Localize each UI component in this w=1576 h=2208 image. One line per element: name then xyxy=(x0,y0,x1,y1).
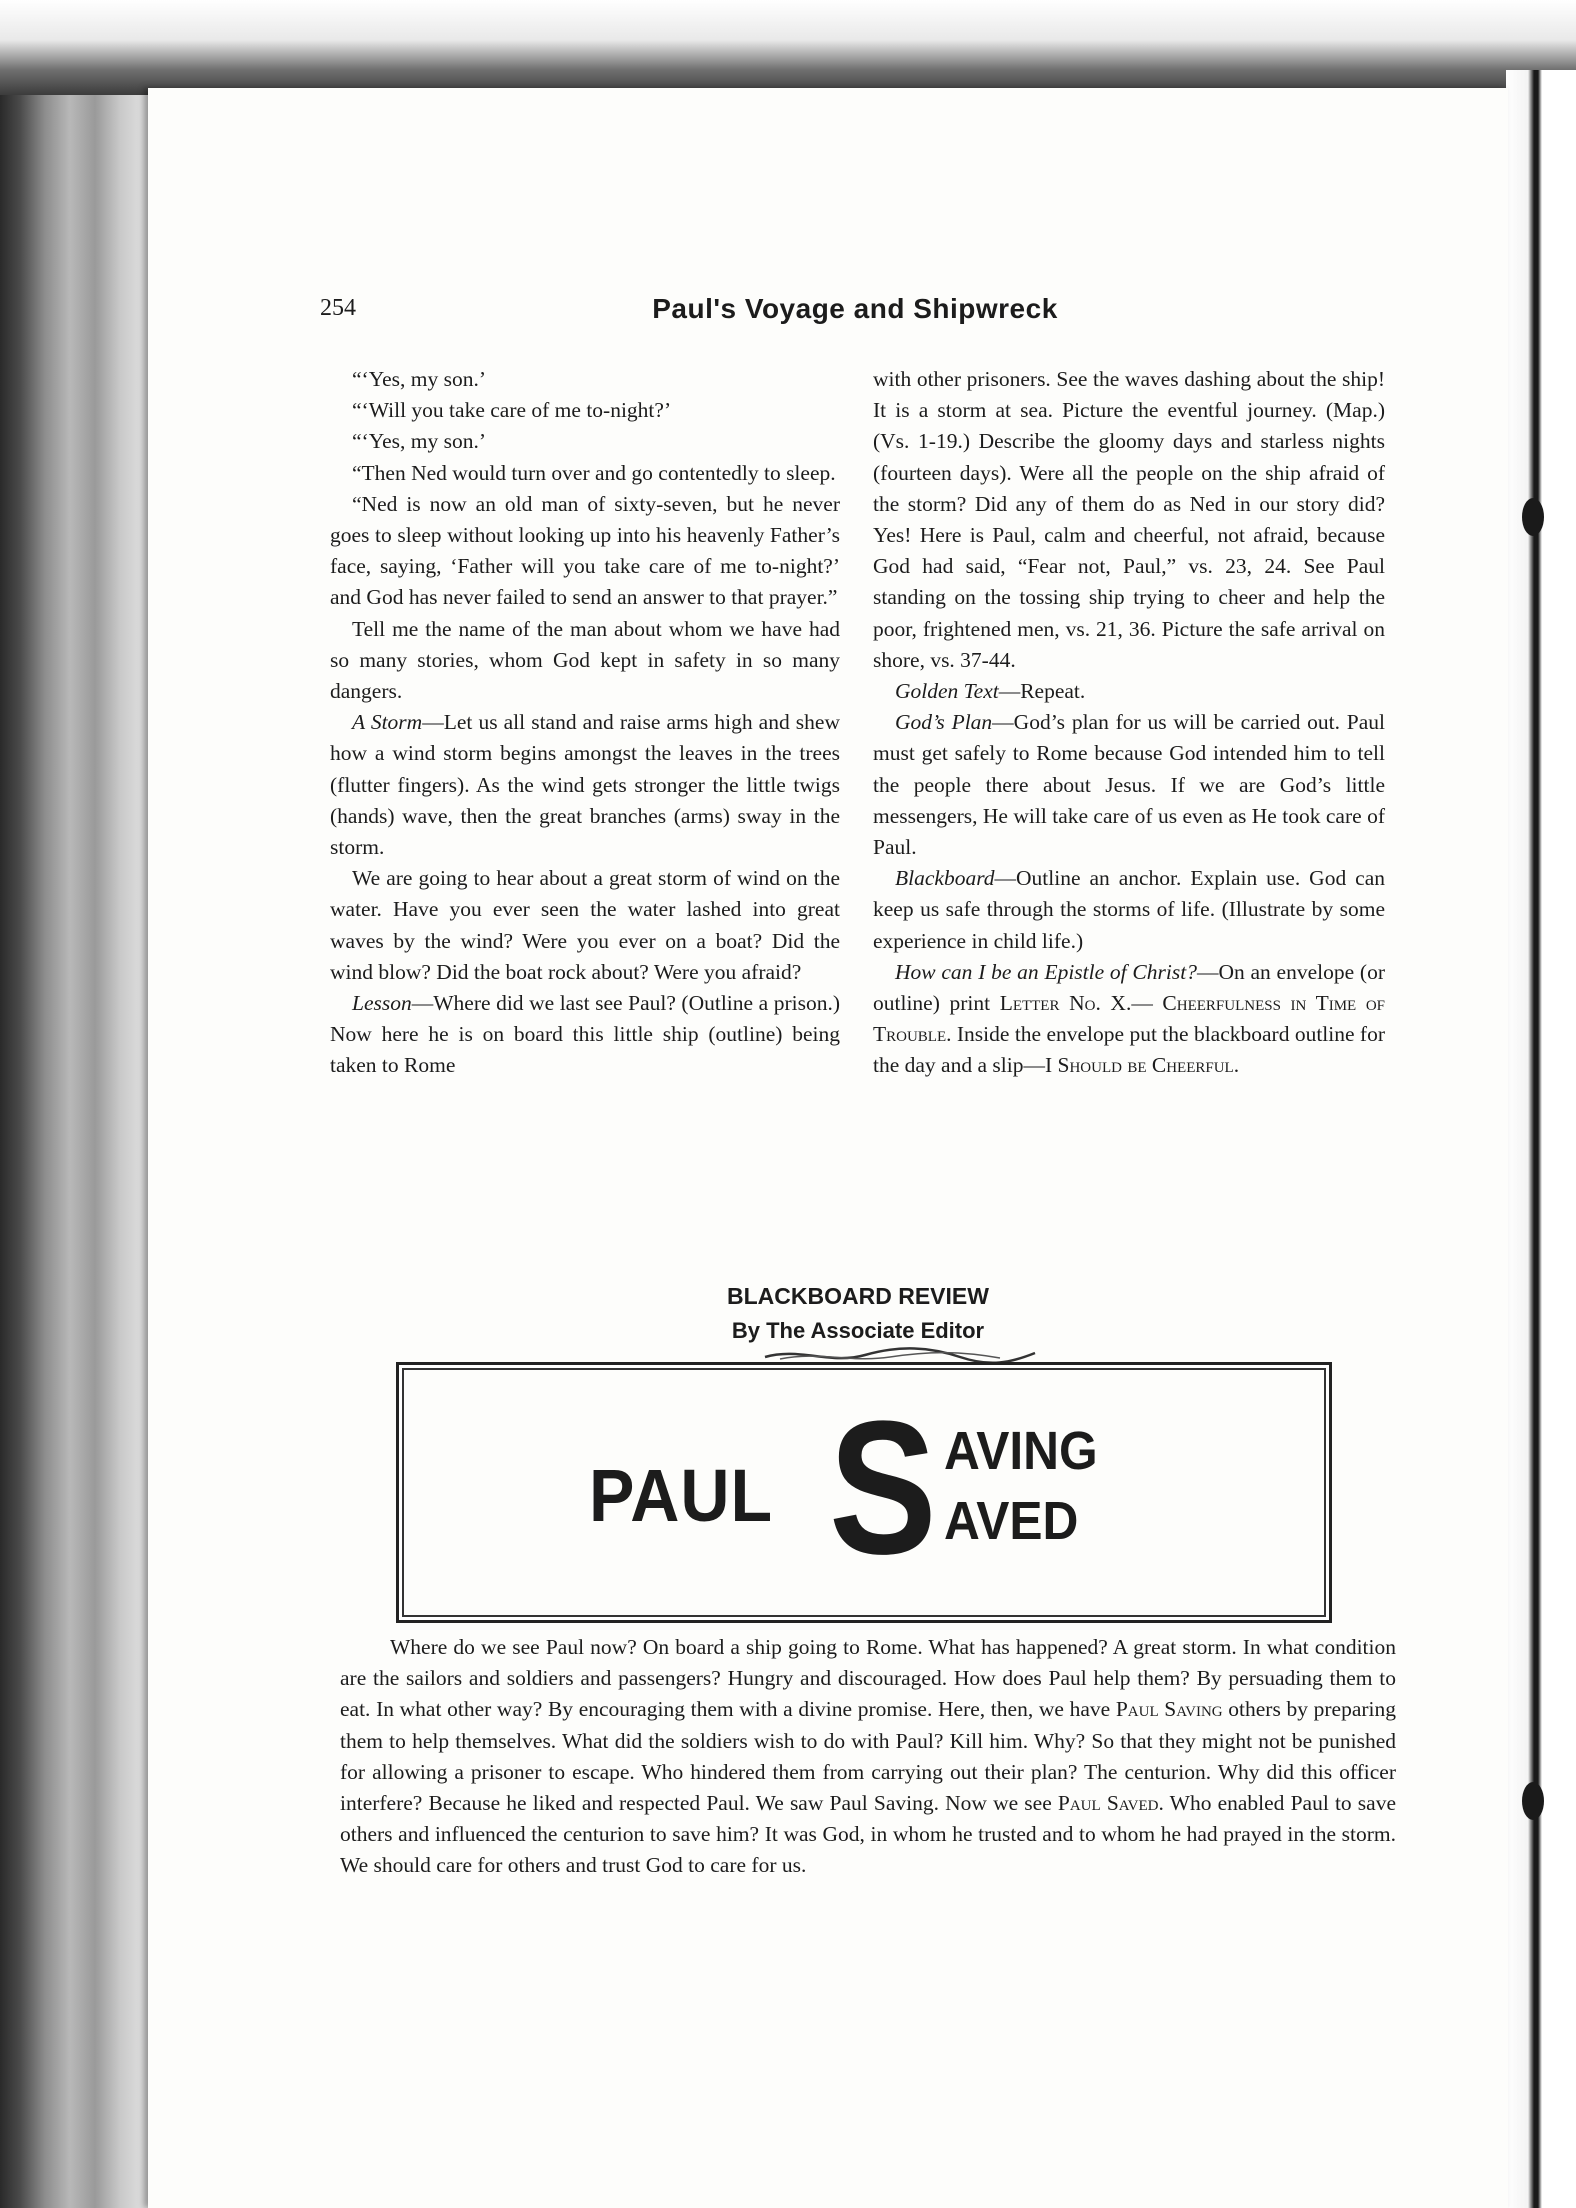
section-label: How can I be an Epistle of Christ? xyxy=(895,959,1197,984)
page-number: 254 xyxy=(320,295,356,321)
board-word: PAUL xyxy=(589,1454,773,1537)
small-caps-text: Paul Saved. xyxy=(1057,1791,1164,1816)
paragraph: “Ned is now an old man of sixty-seven, but he never goes to sleep without looking up into his heavenly Father’s face, saying, ‘Father will you take care of me to-night?’ and God has never failed to send an answer to that prayer.” xyxy=(330,491,840,610)
blackboard-outline xyxy=(396,1362,1332,1623)
review-byline: By The Associate Editor xyxy=(731,1318,985,1343)
paragraph: A Storm—Let us all stand and raise arms high and shew how a wind storm begins amongst the leaves in the trees (flutter fingers). As the wind gets stronger the little twigs (hands) wave, then the great branches (arms) sway in the storm. xyxy=(330,710,840,860)
paragraph: with other prisoners. See the waves dashing about the ship! It is a storm at sea. Picture the eventful journey. (Map.) (Vs. 1-19.) Describe the gloomy days and starless nights (fourteen days). Were all the people on the ship afraid of the storm? Did any of them do as Ned in our story did? Yes! Here is Paul, calm and cheerful, not afraid, because God had said, “Fear not, Paul,” vs. 23, 24. See Paul standing on the tossing ship trying to cheer and help the poor, frightened men, vs. 21, 36. Picture the safe arrival on shore, vs. 37-44. xyxy=(873,367,1385,672)
review-body xyxy=(340,1632,1396,1882)
section-label: God’s Plan xyxy=(895,710,993,735)
small-caps-text: Paul Saving xyxy=(1115,1697,1223,1722)
scan-top-shadow xyxy=(0,0,1576,95)
board-suffix-saving: AVING xyxy=(944,1421,1098,1481)
book-page-edges xyxy=(0,0,150,2208)
paragraph: “‘Yes, my son.’ xyxy=(352,367,486,391)
paragraph: We are going to hear about a great storm of wind on the water. Have you ever seen the water lashed into great waves by the wind? Were you ever on a boat? Did the wind blow? Did the boat rock about? Were you afraid? xyxy=(330,866,840,984)
scan-right-margin xyxy=(1506,70,1576,2208)
small-caps-text: Should be Cheerful. xyxy=(1057,1053,1240,1078)
right-column xyxy=(873,364,1385,1082)
paragraph: God’s Plan—God’s plan for us will be carried out. Paul must get safely to Rome because God intended him to tell the people there about Jesus. If we are God’s little messengers, He will take care of us even as He took care of Paul. xyxy=(873,710,1385,860)
paragraph: Where do we see Paul now? On board a ship going to Rome. What has happened? A great storm. In what condition are the sailors and soldiers and passengers? Hungry and discouraged. How does Paul help them? By persuading them to eat. In what other way? By encouraging them with a divine promise. Here, then, we have Paul Saving others by preparing them to help themselves. What did the soldiers wish to do with Paul? Kill him. Why? So that they might not be punished for allowing a prisoner to escape. Who hindered them from carrying out their plan? The centurion. Why did this officer interfere? Because he liked and respected Paul. We saw Paul Saving. Now we see Paul Saved. Who enabled Paul to save others and influenced the centurion to save him? It was God, in whom he trusted and to whom he had prayed in the storm. We should care for others and trust God to care for us. xyxy=(340,1635,1397,1878)
section-label: Golden Text xyxy=(895,679,999,704)
paragraph: Blackboard—Outline an anchor. Explain use. God can keep us safe through the storms of life. (Illustrate by some experience in child life.) xyxy=(873,866,1385,953)
page-header xyxy=(320,295,1390,335)
section-label: Blackboard xyxy=(895,866,995,891)
running-title: Paul's Voyage and Shipwreck xyxy=(652,293,1058,324)
binding-hole-bottom xyxy=(1522,1782,1544,1820)
small-caps-text: Letter No. X.— Cheerfulness in Time of Trouble. xyxy=(873,991,1385,1047)
paragraph: Golden Text—Repeat. xyxy=(895,679,1086,704)
section-label: Lesson xyxy=(352,991,412,1016)
review-heading: BLACKBOARD REVIEW xyxy=(727,1283,989,1309)
paragraph: “‘Will you take care of me to-night?’ xyxy=(352,398,672,423)
paragraph: Lesson—Where did we last see Paul? (Outline a prison.) Now here he is on board this little ship (outline) being taken to Rome xyxy=(330,991,840,1078)
binding-hole-top xyxy=(1522,498,1544,536)
left-column xyxy=(330,364,840,1082)
board-suffix-saved: AVED xyxy=(944,1491,1079,1551)
board-big-letter: S xyxy=(829,1382,937,1594)
paragraph: How can I be an Epistle of Christ?—On an envelope (or outline) print Letter No. X.— Cheerfulness in Time of Trouble. Inside the envelope put the blackboard outline for the day and a slip—I Should be Cheerful. xyxy=(873,959,1385,1078)
paragraph: Tell me the name of the man about whom we have had so many stories, whom God kept in safety in so many dangers. xyxy=(330,616,840,704)
paragraph: “‘Yes, my son.’ xyxy=(352,429,486,454)
paragraph: “Then Ned would turn over and go contentedly to sleep. xyxy=(352,460,836,485)
section-label: A Storm xyxy=(352,710,423,735)
